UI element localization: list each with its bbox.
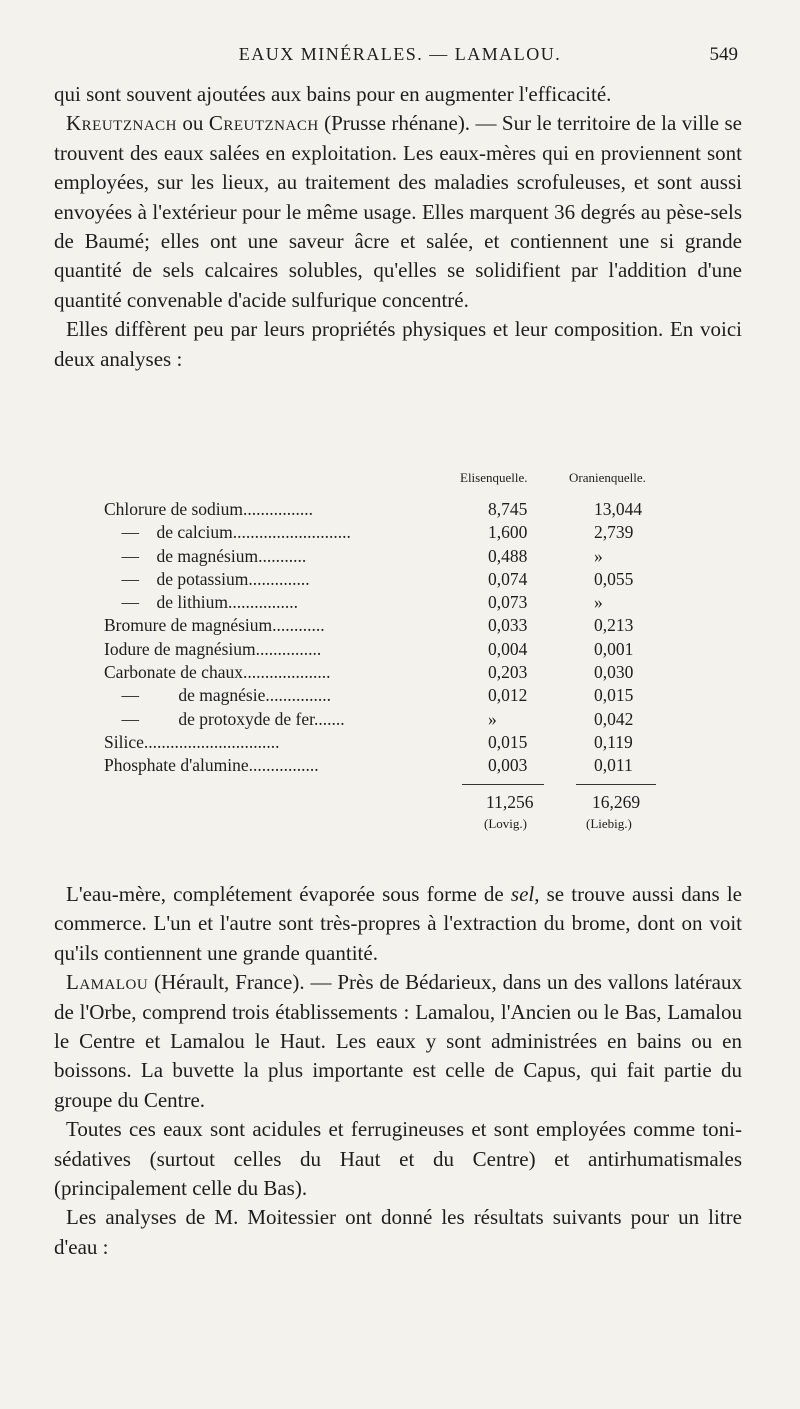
sum-rule xyxy=(576,784,656,785)
page-number: 549 xyxy=(709,44,738,65)
row-label: Carbonate de chaux.................... xyxy=(104,662,331,683)
cell-value: 0,119 xyxy=(594,731,633,752)
cell-value: 8,745 xyxy=(488,499,528,519)
cell-value: 0,073 xyxy=(488,592,528,613)
cell-value: 13,044 xyxy=(594,499,643,519)
cell-value: 0,015 xyxy=(488,731,528,752)
row-label: Silice............................... xyxy=(104,731,280,752)
total-value: 16,269 xyxy=(592,791,641,812)
source-label: (Lovig.) xyxy=(484,815,527,831)
table-row xyxy=(104,614,684,637)
paragraph-analyses-intro: Elles diffèrent peu par leurs propriétés physiques et leur composition. En voici deux analyses : xyxy=(54,317,742,371)
table-row xyxy=(104,638,684,661)
analysis-table xyxy=(104,470,684,834)
paragraph-lamalou xyxy=(54,968,742,1115)
row-label: — de magnésie............... xyxy=(104,685,331,706)
table-row xyxy=(104,684,684,707)
row-label: — de lithium................ xyxy=(104,592,298,613)
cell-value: 0,011 xyxy=(594,755,633,776)
cell-value: 0,055 xyxy=(594,568,634,589)
cell-value: 0,203 xyxy=(488,662,528,683)
row-label: — de potassium.............. xyxy=(104,568,310,589)
row-label: — de magnésium........... xyxy=(104,545,307,566)
table-row xyxy=(104,591,684,614)
cell-value: 0,213 xyxy=(594,615,634,636)
table-row xyxy=(104,498,684,521)
column-header: Oranienquelle. xyxy=(569,470,646,485)
cell-value: 0,004 xyxy=(488,638,528,659)
total-value: 11,256 xyxy=(486,791,534,812)
table-body xyxy=(104,498,684,778)
entry-text: (Hérault, France). — Près de Bédarieux, dans un des vallons latéraux de l'Orbe, comprend trois établissements : Lamalou, l'Ancien ou le Bas, Lamalou le Centre et Lamalou le Haut. Les eaux y sont administrées en bains ou en boissons. La buvette la plus importante est celle de Capus, qui fait partie du groupe du Centre. xyxy=(54,970,742,1112)
row-label: Bromure de magnésium............ xyxy=(104,615,325,636)
table-row xyxy=(104,708,684,731)
cell-value: 2,739 xyxy=(594,522,634,543)
paragraph-moitessier: Les analyses de M. Moitessier ont donné les résultats suivants pour un litre d'eau : xyxy=(54,1205,742,1259)
sources-row xyxy=(104,814,684,834)
column-header: Elisenquelle. xyxy=(460,470,528,485)
totals-row xyxy=(104,790,684,814)
cell-value: 0,001 xyxy=(594,638,634,659)
cell-value: 0,033 xyxy=(488,615,528,636)
sum-rules xyxy=(104,778,684,790)
table-row xyxy=(104,568,684,591)
paragraph-properties: Toutes ces eaux sont acidules et ferrugineuses et sont employées comme toni-sédatives (surtout celles du Haut et du Centre) et antirhumatismales (principalement celle du Bas). xyxy=(54,1117,742,1201)
entry-name: Kreutznach xyxy=(66,111,177,136)
paragraph-continuation: qui sont souvent ajoutées aux bains pour en augmenter l'efficacité. xyxy=(54,82,612,106)
row-label: Phosphate d'alumine................ xyxy=(104,755,319,776)
cell-value: 0,030 xyxy=(594,662,634,683)
entry-text: (Prusse rhénane). — Sur le territoire de la ville se trouvent des eaux salées en exploitation. Les eaux-mères qui en proviennent sont employées, sur les lieux, au traitement des maladies scrofuleuses, et sont aussi envoyées à l'extérieur pour le même usage. Elles marquent 36 degrés au pèse-sels de Baumé; elles ont une saveur âcre et salée, et contiennent une si grande quantité de sels calcaires solubles, qu'elles se solidifient par l'addition d'une quantité convenable d'acide sulfurique concentré. xyxy=(54,111,742,312)
entry-alt-name: Creutznach xyxy=(208,111,319,136)
source-label: (Liebig.) xyxy=(586,815,632,831)
table-header xyxy=(104,470,684,498)
row-label: — de protoxyde de fer....... xyxy=(104,708,345,729)
paragraph-kreutznach: Kreutznach ou Creutznach (Prusse rhénane). — Sur le territoire de la ville se trouvent des eaux salées en exploitation. Les eaux-mères qui en proviennent sont employées, sur les lieux, au traitement des maladies scrofuleuses, et sont aussi envoyées à l'extérieur pour le même usage. Elles marquent 36 degrés au pèse-sels de Baumé; elles ont une saveur âcre et salée, et contiennent une si grande quantité de sels calcaires solubles, qu'elles se solidifient par l'addition d'une quantité convenable d'acide sulfurique concentré. xyxy=(54,111,742,312)
cell-value: 1,600 xyxy=(488,522,528,543)
row-label: Iodure de magnésium............... xyxy=(104,638,322,659)
table-row xyxy=(104,754,684,777)
entry-name: Lamalou xyxy=(66,970,149,995)
cell-value: 0,003 xyxy=(488,755,528,776)
sum-rule xyxy=(462,784,544,785)
cell-value: » xyxy=(594,545,603,566)
table-row xyxy=(104,521,684,544)
paragraph-eau-mere: L'eau-mère, complétement évaporée sous forme de sel, se trouve aussi dans le commerce. L'un et l'autre sont très-propres à l'extraction du brome, dont on voit qu'ils contiennent une grande quantité. xyxy=(54,882,742,965)
table-row xyxy=(104,731,684,754)
cell-value: 0,015 xyxy=(594,685,634,706)
emphasis: sel xyxy=(510,882,535,906)
cell-value: 0,042 xyxy=(594,708,634,729)
cell-value: 0,012 xyxy=(488,685,528,706)
cell-value: » xyxy=(488,708,497,729)
row-label: Chlorure de sodium................ xyxy=(104,499,314,519)
table-row xyxy=(104,545,684,568)
cell-value: » xyxy=(594,592,603,613)
running-title: EAUX MINÉRALES. — LAMALOU. xyxy=(238,44,562,64)
text-block-bottom xyxy=(54,880,742,1262)
text-block-top xyxy=(54,80,742,374)
table-row xyxy=(104,661,684,684)
cell-value: 0,074 xyxy=(488,568,528,589)
row-label: — de calcium........................... xyxy=(104,522,351,543)
cell-value: 0,488 xyxy=(488,545,528,566)
